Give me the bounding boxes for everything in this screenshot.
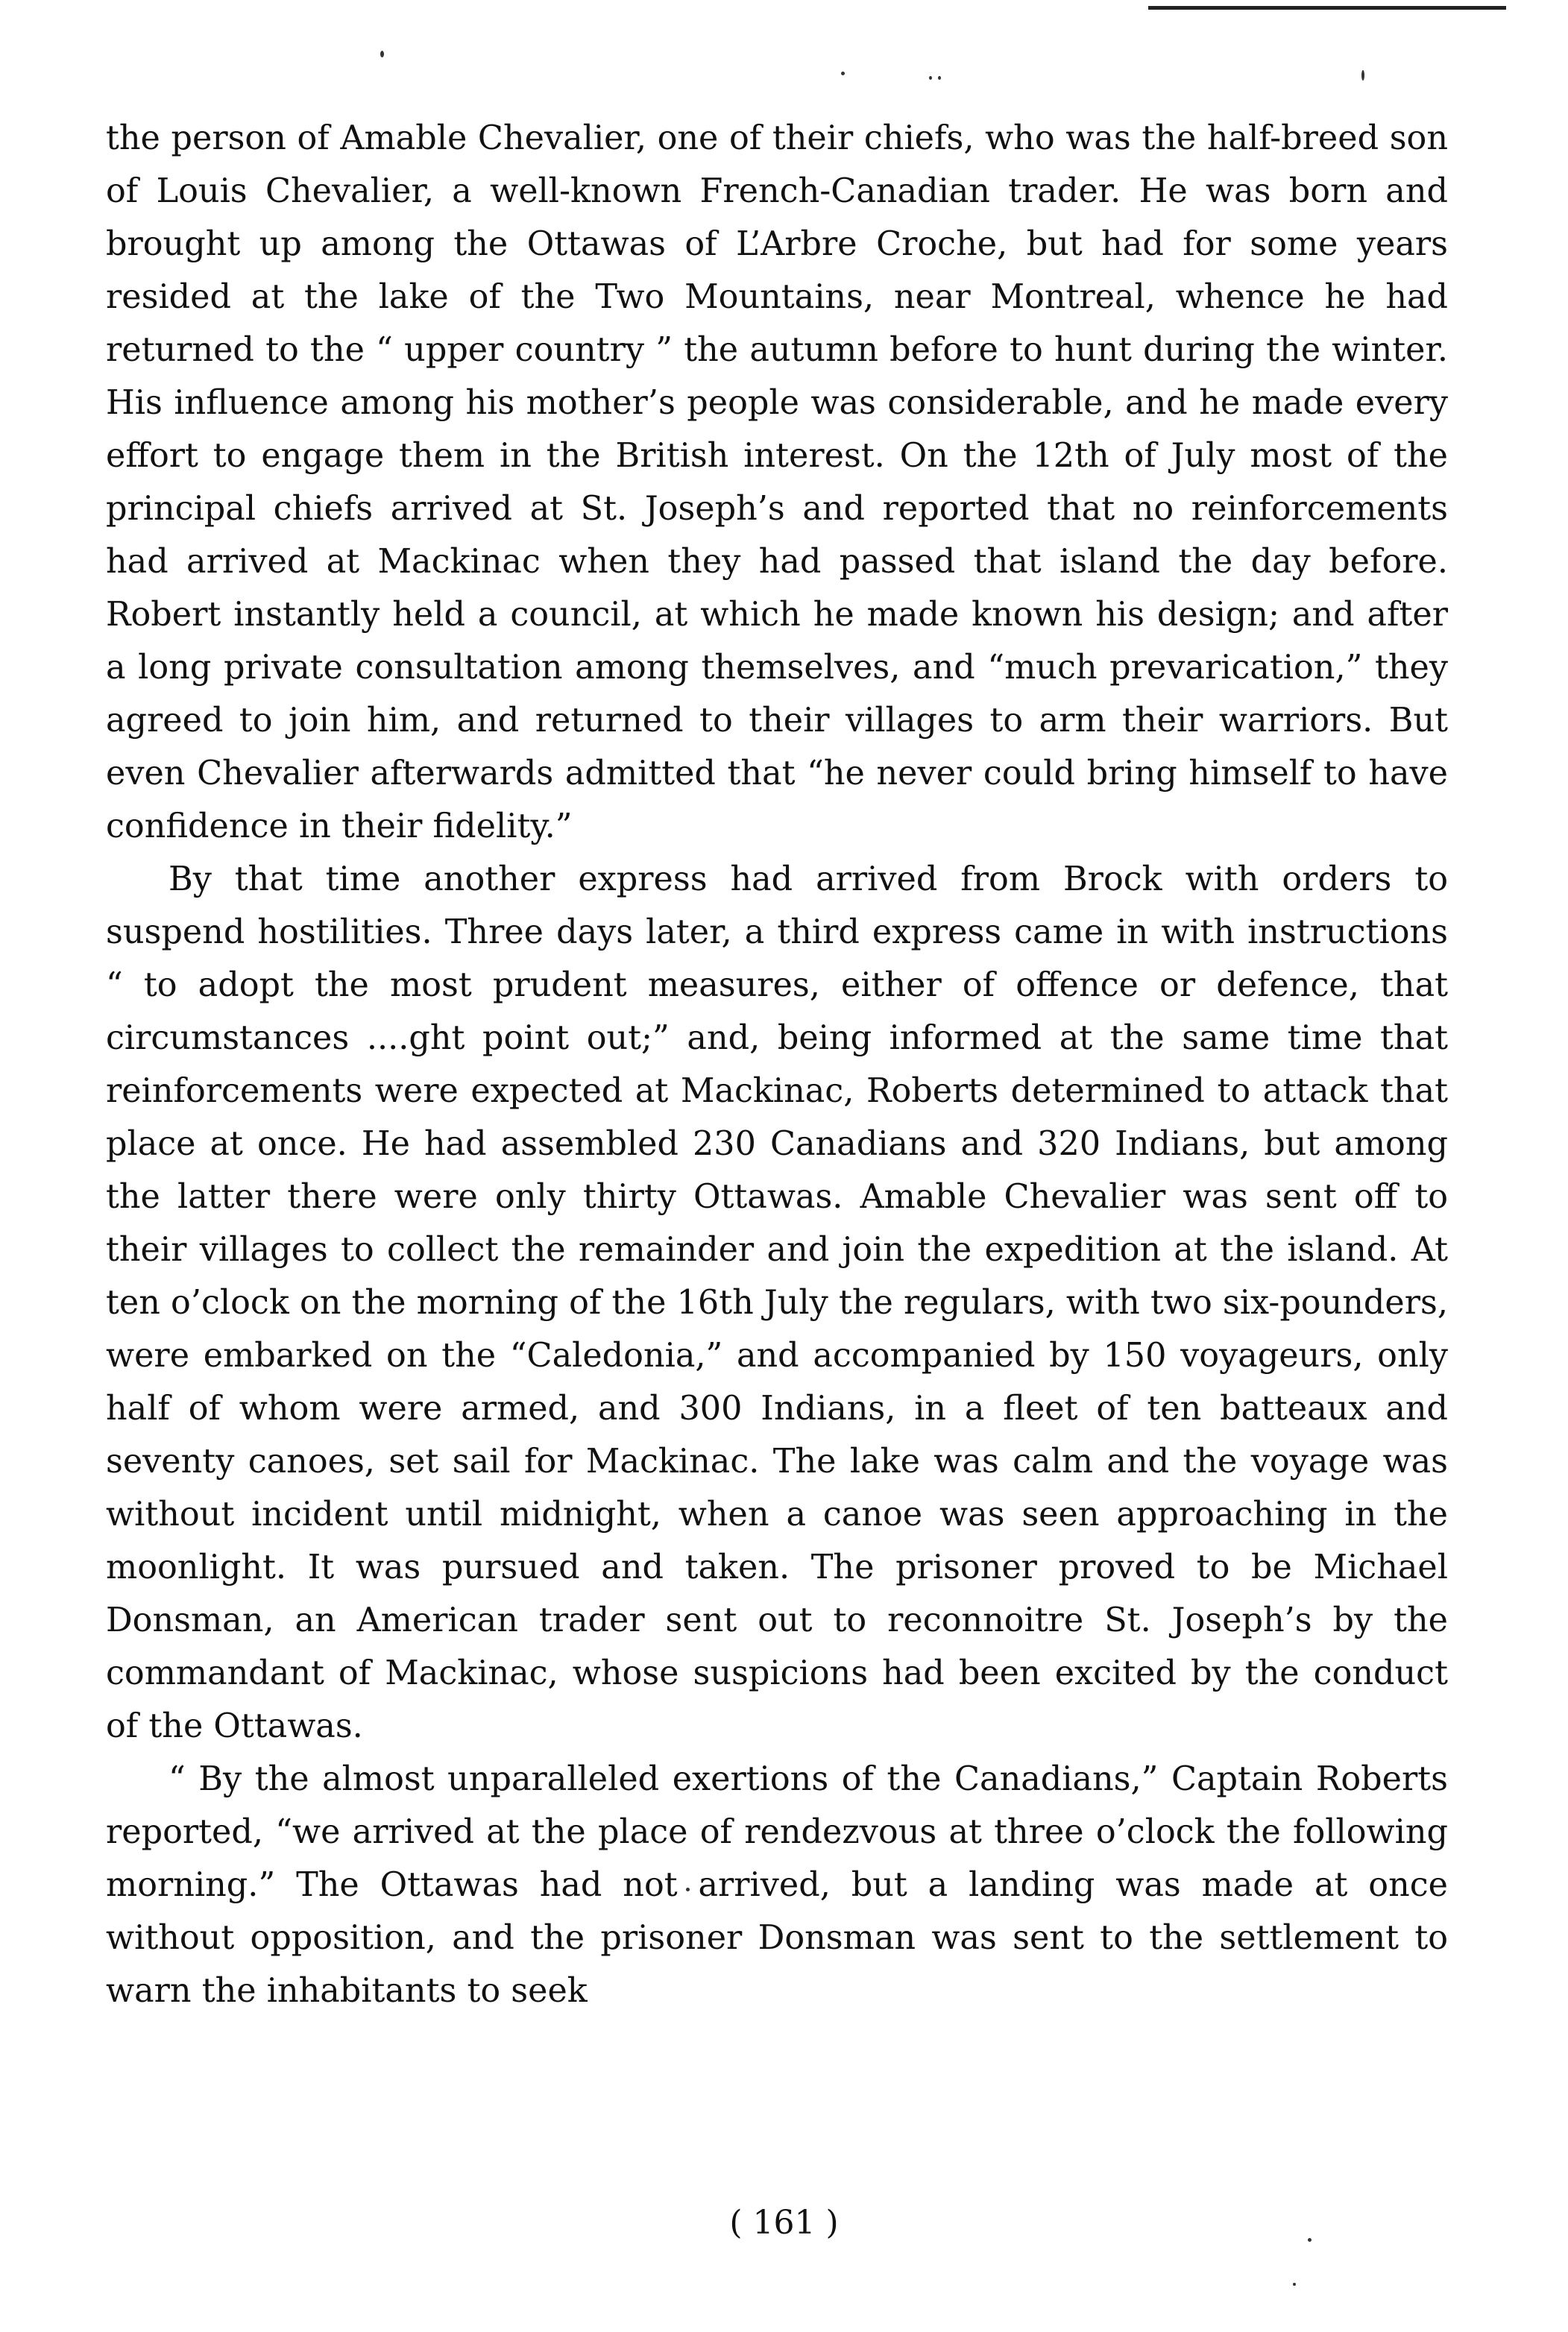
paragraph-3: “ By the almost unparalleled exertions of the Canadians,” Captain Roberts reported, “we arrived at the place of rendezvous at three o’clock the following morning.” The Ottawas had not arrived, but a landing was made at once without opposition, and the prisoner Donsman was sent to the settlement to warn the inhabitants to seek bbox=[106, 1760, 1448, 2010]
top-edge-rule bbox=[1148, 6, 1506, 10]
paragraph-2: By that time another express had arrived from Brock with orders to suspend hostilities. Three days later, a third express came in with instructions “ to adopt the most prudent measures, either of offence or defence, that circumstances ....ght point out;” and, being informed at the same time that reinforcements were expected at Mackinac, Roberts determined to attack that place at once. He had assembled 230 Canadians and 320 Indians, but among the latter there were only thirty Ottawas. Amable Chevalier was sent off to their villages to collect the remainder and join the expedition at the island. At ten o’clock on the morning of the 16th July the regulars, with two six-pounders, were embarked on the “Caledonia,” and accompanied by 150 voyageurs, only half of whom were armed, and 300 Indians, in a fleet of ten batteaux and seventy canoes, set sail for Mackinac. The lake was calm and the voyage was without incident until midnight, when a canoe was seen approaching in the moonlight. It was pursued and taken. The prisoner proved to be Michael Donsman, an American trader sent out to reconnoitre St. Joseph’s by the commandant of Mackinac, whose suspicions had been excited by the conduct of the Ottawas. bbox=[106, 860, 1448, 1745]
scan-speck bbox=[1293, 2283, 1296, 2286]
page-number: ( 161 ) bbox=[729, 2204, 839, 2242]
scan-speck bbox=[1361, 70, 1364, 81]
scan-speck bbox=[380, 51, 384, 57]
scan-speck bbox=[841, 72, 845, 75]
paragraph-1: the person of Amable Chevalier, one of their chiefs, who was the half-breed son of Louis Chevalier, a well-known French-Canadian trader. He was born and brought up among the Ottawas of L’Arbre Croche, but had for some years resided at the lake of the Two Mountains, near Montreal, whence he had returned to the “ upper country ” the autumn before to hunt during the winter. His influence among his mother’s people was considerable, and he made every effort to engage them in the British interest. On the 12th of July most of the principal chiefs arrived at St. Joseph’s and reported that no reinforcements had arrived at Mackinac when they had passed that island the day before. Robert instantly held a council, at which he made known his design; and after a long private consultation among themselves, and “much prevarication,” they agreed to join him, and returned to their villages to arm their warriors. But even Chevalier afterwards admitted that “he never could bring himself to have confidence in their fidelity.” bbox=[106, 119, 1448, 845]
page-body bbox=[106, 112, 1448, 2017]
scan-speck bbox=[929, 76, 932, 80]
scan-speck bbox=[938, 76, 941, 80]
